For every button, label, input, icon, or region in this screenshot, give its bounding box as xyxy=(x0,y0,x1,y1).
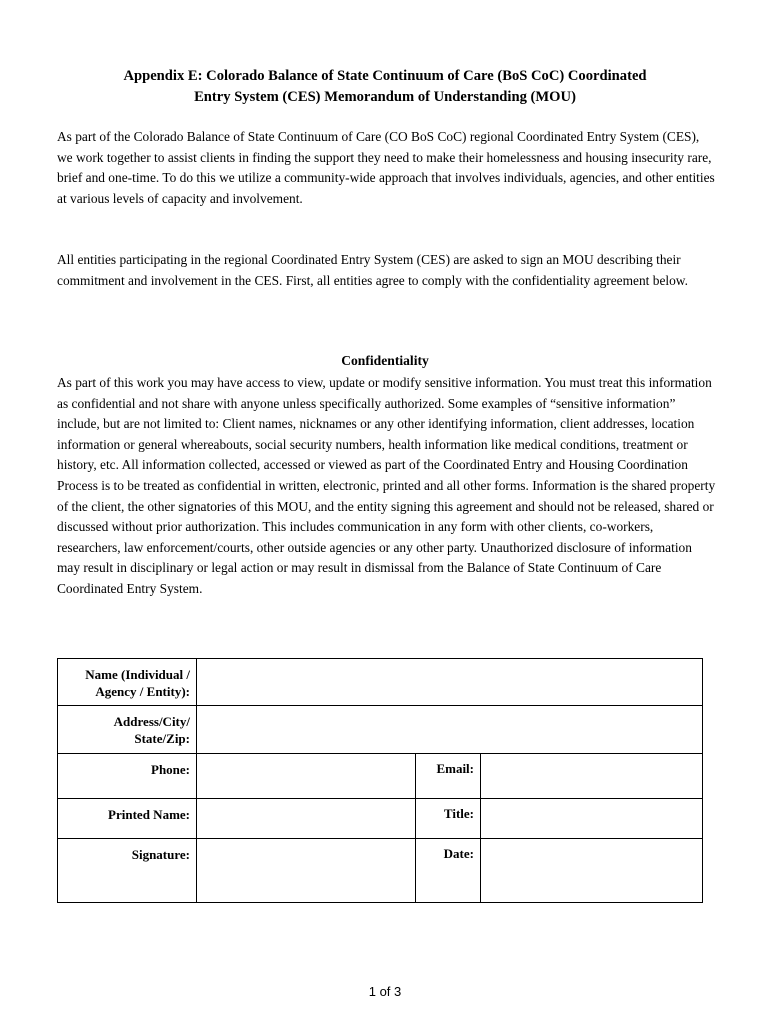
signature-label: Signature: xyxy=(58,839,197,903)
email-field[interactable] xyxy=(481,754,703,799)
title-label: Title: xyxy=(416,799,481,839)
date-field[interactable] xyxy=(481,839,703,903)
intro-paragraph-1: As part of the Colorado Balance of State Continuum of Care (CO BoS CoC) regional Coordinated Entry System (CES), we work together to assist clients in finding the support they need to make their homelessness and housing insecurity rare, brief and one-time. To do this we utilize a community-wide approach that involves individuals, agencies, and other entities at various levels of capacity and involvement. xyxy=(57,129,715,206)
address-field[interactable] xyxy=(197,706,703,754)
signature-form-table xyxy=(57,658,703,903)
printed-name-label: Printed Name: xyxy=(58,799,197,839)
email-label: Email: xyxy=(416,754,481,799)
title-field[interactable] xyxy=(481,799,703,839)
intro-paragraph-2: All entities participating in the regional Coordinated Entry System (CES) are asked to sign an MOU describing their commitment and involvement in the CES. First, all entities agree to comply with the confidentiality agreement below. xyxy=(57,252,688,288)
name-label: Name (Individual / Agency / Entity): xyxy=(58,659,197,706)
phone-label: Phone: xyxy=(58,754,197,799)
title-line-2: Entry System (CES) Memorandum of Understanding (MOU) xyxy=(194,89,576,105)
confidentiality-heading: Confidentiality xyxy=(341,353,429,368)
name-field[interactable] xyxy=(197,659,703,706)
confidentiality-body: As part of this work you may have access to view, update or modify sensitive information. You must treat this information as confidential and not share with anyone unless specifically authorized. Some examples of “sensitive information” include, but are not limited to: Client names, nicknames or any other identifying information, client addresses, location information or general whereabouts, social security numbers, health information like medical conditions, treatment or history, etc. All information collected, accessed or viewed as part of the Coordinated Entry and Housing Coordination Process is to be treated as confidential in written, electronic, printed and all other forms. Information is the shared property of the client, the other signatories of this MOU, and the entity signing this agreement and should not be released, shared or discussed without prior authorization. This includes communication in any form with other clients, co-workers, researchers, law enforcement/courts, other outside agencies or any other party. Unauthorized disclosure of information may result in disciplinary or legal action or may result in dismissal from the Balance of State Continuum of Care Coordinated Entry System. xyxy=(57,375,716,596)
printed-name-field[interactable] xyxy=(197,799,416,839)
phone-field[interactable] xyxy=(197,754,416,799)
page-number: 1 of 3 xyxy=(368,984,402,999)
address-label: Address/City/ State/Zip: xyxy=(58,706,197,754)
signature-field[interactable] xyxy=(197,839,416,903)
title-line-1: Appendix E: Colorado Balance of State Continuum of Care (BoS CoC) Coordinated xyxy=(123,68,647,84)
date-label: Date: xyxy=(416,839,481,903)
document-title xyxy=(60,66,710,108)
